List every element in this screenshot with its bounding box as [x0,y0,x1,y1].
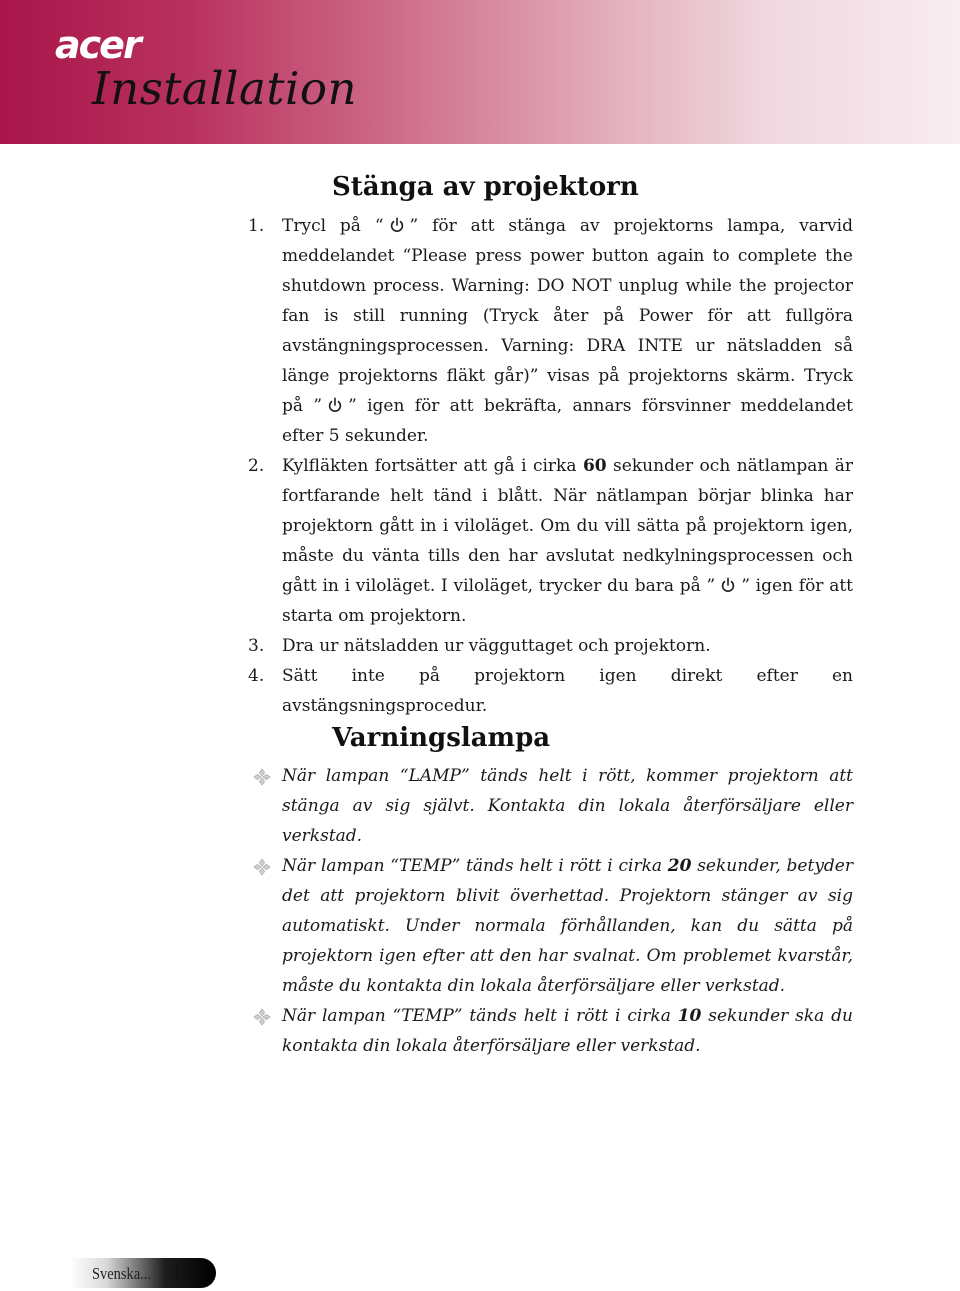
warning-text: När lampan “TEMP” tänds helt i rött i cirka 10 sekunder ska du kontakta din lokala återförsäljare eller verkstad. [282,1006,853,1056]
list-item [0,451,960,631]
step-number: 4. [248,666,265,686]
diamond-bullet-icon [253,768,271,786]
step-number: 3. [248,636,265,656]
section-title-shutdown: Stänga av projektorn [332,172,639,202]
list-item [0,1001,960,1061]
list-item [0,661,960,721]
diamond-bullet-icon [253,858,271,876]
step-text: Dra ur nätsladden ur vägguttaget och projektorn. [282,636,711,656]
warning-lamp-list [0,761,960,1061]
warning-text: När lampan “LAMP” tänds helt i rött, kommer projektorn att stänga av sig självt. Kontakta din lokala återförsäljare eller verkstad. [282,766,853,846]
page-footer-tab [70,1258,216,1288]
section-title-warning-lamp: Varningslampa [332,723,551,753]
list-item [0,761,960,851]
step-number: 2. [248,456,265,476]
diamond-bullet-icon [253,1008,271,1026]
list-item [0,211,960,451]
list-item [0,851,960,1001]
power-icon [326,396,344,414]
power-icon [388,216,406,234]
footer-language-label: Svenska... [92,1264,152,1283]
page-title: Installation [92,62,357,115]
shutdown-steps-list [0,211,960,721]
step-number: 1. [248,216,265,236]
page-number: 12 [172,1262,191,1283]
list-item [0,631,960,661]
warning-text: När lampan “TEMP” tänds helt i rött i cirka 20 sekunder, betyder det att projektorn blivit överhettad. Projektorn stänger av sig automatiskt. Under normala förhållanden, kan du sätta på projektorn igen efter att den har svalnat. Om problemet kvarstår, måste du kontakta din lokala återförsäljare eller verkstad. [282,856,853,996]
step-text: Kylfläkten fortsätter att gå i cirka 60 sekunder och nätlampan är fortfarande helt tänd i blått. När nätlampan börjar blinka har projektorn gått in i viloläget. Om du vill sätta på projektorn igen, måste du vänta tills den har avslutat nedkylningsprocessen och gått in i viloläget. I viloläget, trycker du bara på ” ” igen för att starta om projektorn. [282,456,853,626]
header-banner [0,0,960,144]
power-icon [719,576,737,594]
step-text: Trycl på “ ” för att stänga av projektorns lampa, varvid meddelandet “Please press power button again to complete the shutdown process. Warning: DO NOT unplug while the projector fan is still running (Tryck åter på Power för att fullgöra avstängningsprocessen. Varning: DRA INTE ur nätsladden så länge projektorns fläkt går)” visas på projektorns skärm. Tryck på ” ” igen för att bekräfta, annars försvinner meddelandet efter 5 sekunder. [282,216,853,446]
acer-logo: acer [55,23,140,67]
step-text: Sätt inte på projektorn igen direkt efter en avstängsningsprocedur. [282,666,853,716]
